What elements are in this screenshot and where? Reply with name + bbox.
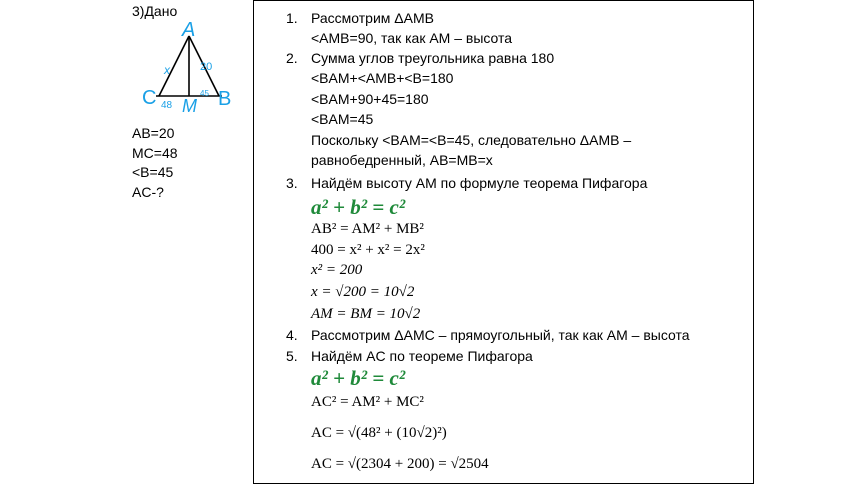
side-x-label: x (164, 63, 170, 77)
given-item: <B=45 (132, 164, 174, 180)
step-text: Рассмотрим ΔAMB (311, 10, 434, 26)
side-cm-label: 48 (161, 100, 173, 111)
triangle-figure (142, 22, 237, 114)
step-text: <AMB=90, так как AM – высота (311, 30, 513, 46)
vertex-b-label: B (218, 88, 232, 110)
vertex-a-label: A (182, 22, 196, 41)
step-number: 3. (286, 175, 298, 191)
step-number: 2. (286, 50, 298, 66)
step-text: Рассмотрим ΔAMC – прямоугольный, так как AM – высота (311, 327, 690, 343)
angle-b-label: 45 (200, 89, 209, 98)
given-item: AB=20 (132, 125, 175, 141)
step-number: 5. (286, 348, 298, 364)
step-text: Найдём AC по теореме Пифагора (311, 348, 533, 364)
side-ab-label: 20 (200, 61, 213, 73)
given-title: 3)Дано (132, 3, 178, 19)
vertex-c-label: C (142, 87, 157, 109)
equation: x = √200 = 10√2 (311, 284, 415, 300)
equation: AM = BM = 10√2 (311, 306, 421, 322)
step-text: <BAM=45 (311, 111, 374, 127)
equation: AB² = AM² + MB² (311, 221, 424, 237)
step-text: равнобедренный, AB=MB=x (311, 152, 493, 168)
given-list (132, 124, 222, 202)
equation: AC = √(2304 + 200) = √2504 (311, 456, 489, 472)
pythagoras-formula: a² + b² = c² (311, 195, 406, 219)
step-text: Найдём высоту AM по формуле теорема Пифагора (311, 175, 648, 191)
step-text: <BAM+90+45=180 (311, 91, 429, 107)
step-number: 4. (286, 327, 298, 343)
given-item: AC-? (132, 183, 164, 200)
given-item: MC=48 (132, 144, 178, 161)
step-text: Сумма углов треугольника равна 180 (311, 50, 555, 66)
vertex-m-label: M (182, 96, 197, 114)
solution-box (253, 0, 754, 484)
equation: 400 = x² + x² = 2x² (311, 242, 425, 258)
pythagoras-formula: a² + b² = c² (311, 366, 406, 390)
equation: x² = 200 (311, 262, 363, 278)
equation: AC² = AM² + MC² (311, 394, 424, 410)
equation: AC = √(48² + (10√2)²) (311, 425, 447, 441)
step-text: <BAM+<AMB+<B=180 (311, 70, 454, 86)
step-text: Поскольку <BAM=<B=45, следовательно ΔAMB – (311, 132, 632, 148)
step-number: 1. (286, 10, 298, 26)
